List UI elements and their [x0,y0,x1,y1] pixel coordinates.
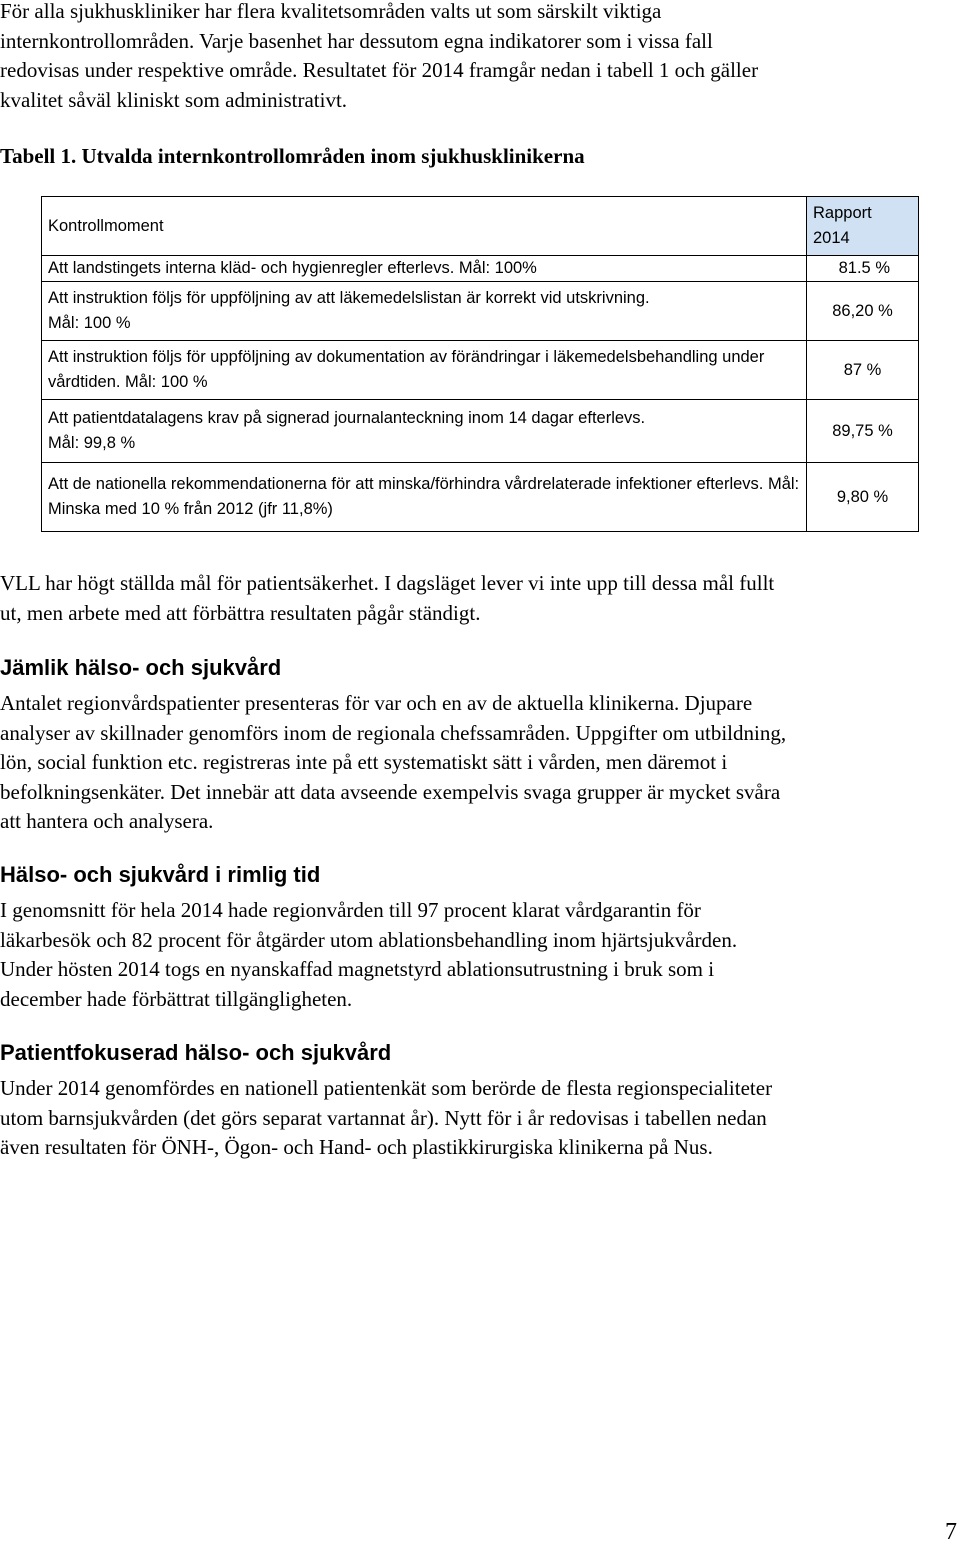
table-row [42,463,919,532]
row-description [42,256,807,282]
table-row [42,341,919,400]
row-value: 81.5 % [807,256,919,282]
vll-paragraph [0,569,960,628]
row-value: 86,20 % [807,282,919,341]
section-line: I genomsnitt för hela 2014 hade regionvården till 97 procent klarat vårdgarantin för [0,898,701,922]
intro-paragraph [0,0,960,115]
intro-line: kvalitet såväl kliniskt som administrativt. [0,87,348,112]
table-header-row [42,197,919,256]
table-caption: Tabell 1. Utvalda internkontrollområden inom sjukhusklinikerna [0,144,585,168]
table-row [42,256,919,282]
row-description [42,341,807,400]
row-text: Att instruktion följs för uppföljning av att läkemedelslistan är korrekt vid utskrivning. [48,289,650,307]
section-line: analyser av skillnader genomförs inom de regionala chefssamråden. Uppgifter om utbildning, [0,720,787,745]
row-description [42,400,807,463]
section-text-patientfokuserad [0,1074,960,1163]
section-line: befolkningsenkäter. Det innebär att data avseende exempelvis svaga grupper är mycket svåra [0,779,781,804]
section-heading-patientfokuserad: Patientfokuserad hälso- och sjukvård [0,1040,392,1065]
row-value: 9,80 % [807,463,919,532]
row-value: 87 % [807,341,919,400]
header-kontrollmoment: Kontrollmoment [42,197,807,256]
section-line: Under 2014 genomfördes en nationell patientenkät som berörde de flesta regionspecialiteter [0,1076,773,1100]
row-goal: Mål: 100 % [48,314,131,332]
row-text: Att patientdatalagens krav på signerad journalanteckning inom 14 dagar efterlevs. [48,409,646,427]
header-rapport [807,197,919,256]
header-rapport-line2: 2014 [813,229,850,247]
intro-line: redovisas under respektive område. Resultatet för 2014 framgår nedan i tabell 1 och gäller [0,58,759,82]
intro-line: internkontrollområden. Varje basenhet har dessutom egna indikatorer som i vissa fall [0,28,713,53]
row-value: 89,75 % [807,400,919,463]
section-text-jamlik [0,689,960,837]
vll-line: VLL har högt ställda mål för patientsäkerhet. I dagsläget lever vi inte upp till dessa mål fullt [0,571,775,595]
row-text: Att de nationella rekommendationerna för att minska/förhindra vårdrelaterade infektioner efterlevs. [48,475,764,493]
row-description [42,463,807,532]
section-line: utom barnsjukvården (det görs separat vartannat år). Nytt för i år redovisas i tabellen nedan [0,1105,767,1130]
table-row [42,400,919,463]
intro-line: För alla sjukhuskliniker har flera kvalitetsområden valts ut som särskilt viktiga [0,0,662,23]
section-line: Antalet regionvårdspatienter presenteras för var och en av de aktuella klinikerna. Djupare [0,691,753,715]
row-goal: Mål: Minska med 10 % från 2012 (jfr 11,8%) [48,475,800,518]
section-line: att hantera och analysera. [0,809,214,833]
vll-line: ut, men arbete med att förbättra resultaten pågår ständigt. [0,600,481,625]
row-text: Att landstingets interna kläd- och hygienregler efterlevs. [48,259,455,277]
header-rapport-line1: Rapport [813,204,872,222]
row-goal: Mål: 100 % [120,373,208,391]
row-goal: Mål: 99,8 % [48,434,136,452]
section-line: även resultaten för ÖNH-, Ögon- och Hand- och plastikkirurgiska klinikerna på Nus. [0,1135,713,1159]
section-line: Under hösten 2014 togs en nyanskaffad magnetstyrd ablationsutrustning i bruk som i [0,957,715,981]
section-heading-rimlig-tid: Hälso- och sjukvård i rimlig tid [0,862,321,887]
section-line: lön, social funktion etc. registreras inte på ett systematiskt sätt i vården, men däremot i [0,750,728,774]
section-line: läkarbesök och 82 procent för åtgärder utom ablationsbehandling inom hjärtsjukvården. [0,927,738,952]
section-heading-jamlik: Jämlik hälso- och sjukvård [0,655,282,680]
row-text: Att instruktion följs för uppföljning av dokumentation av förändringar i läkemedelsbehandling under vårdtiden. [48,348,765,391]
table-row [42,282,919,341]
page-number: 7 [945,1519,957,1545]
section-line: december hade förbättrat tillgängligheten. [0,986,353,1011]
section-text-rimlig-tid [0,896,960,1014]
row-description [42,282,807,341]
row-goal: Mål: 100% [454,259,537,277]
control-table [41,196,919,532]
